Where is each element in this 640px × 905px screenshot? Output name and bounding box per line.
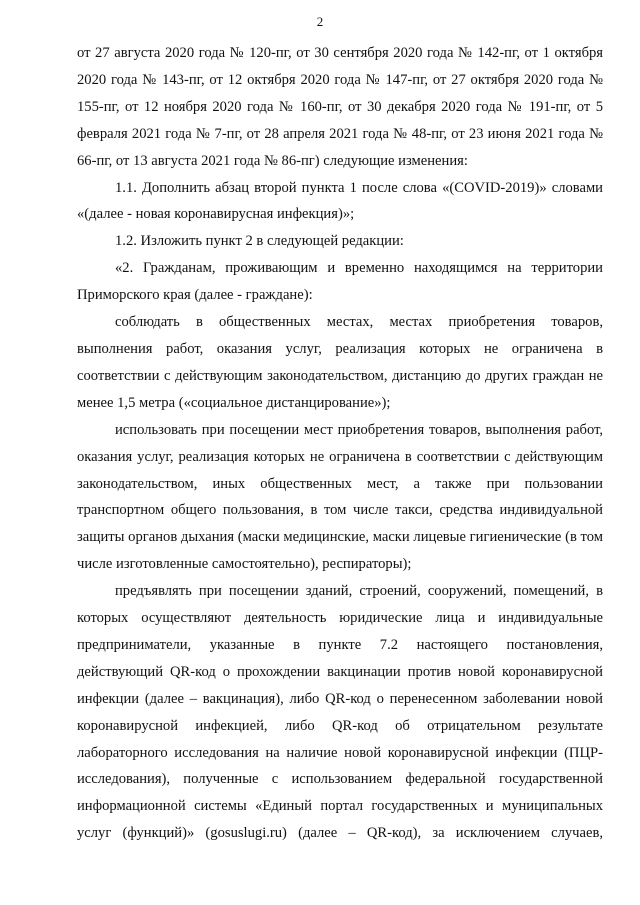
paragraph-qr-code: предъявлять при посещении зданий, строений, сооружений, помещений, в которых осуществляют деятельность юридические лица и индивидуальные предприниматели, указанные в пункте 7.2 настоящего постановления, действующий QR-код о прохождении вакцинации против новой коронавирусной инфекции (далее – вакцинация), либо QR-код о перенесенном заболевании новой коронавирусной инфекцией, либо QR-код об отрицательном результате лабораторного исследования на наличие новой коронавирусной инфекции (ПЦР-исследования), полученные с использованием федеральной государственной информационной системы «Единый портал государственных и муниципальных услуг (функций)» (gosuslugi.ru) (далее – QR-код), за исключением случаев,	[77, 583, 603, 842]
paragraph-point-2-intro: «2. Гражданам, проживающим и временно находящимся на территории Приморского края (далее - граждане):	[77, 260, 603, 304]
paragraph-item-1-2: 1.2. Изложить пункт 2 в следующей редакции:	[115, 233, 404, 250]
page-number: 2	[316, 14, 324, 29]
paragraph-item-1-1: 1.1. Дополнить абзац второй пункта 1 после слова «(COVID-2019)» словами «(далее - новая коронавирусная инфекция)»;	[77, 179, 603, 223]
document-body	[77, 40, 603, 847]
paragraph-social-distancing: соблюдать в общественных местах, местах приобретения товаров, выполнения работ, оказания услуг, реализация которых не ограничена в соответствии с действующим законодательством, дистанцию до других граждан не менее 1,5 метра («социальное дистанцирование»);	[77, 314, 603, 411]
paragraph-amendment-list: от 27 августа 2020 года № 120-пг, от 30 сентября 2020 года № 142-пг, от 1 октября 2020 года № 143-пг, от 12 октября 2020 года № 147-пг, от 27 октября 2020 года № 155-пг, от 12 ноября 2020 года № 160-пг, от 30 декабря 2020 года № 191-пг, от 5 февраля 2021 года № 7-пг, от 28 апреля 2021 года № 48-пг, от 23 июня 2021 года № 66-пг, от 13 августа 2021 года № 86-пг) следующие изменения:	[77, 45, 603, 169]
paragraph-masks: использовать при посещении мест приобретения товаров, выполнения работ, оказания услуг, реализация которых не ограничена в соответствии с действующим законодательством, иных общественных мест, а также при пользовании транспортном общего пользования, в том числе такси, средства индивидуальной защиты органов дыхания (маски медицинские, маски лицевые гигиенические (в том числе изготовленные самостоятельно), респираторы);	[77, 421, 603, 573]
